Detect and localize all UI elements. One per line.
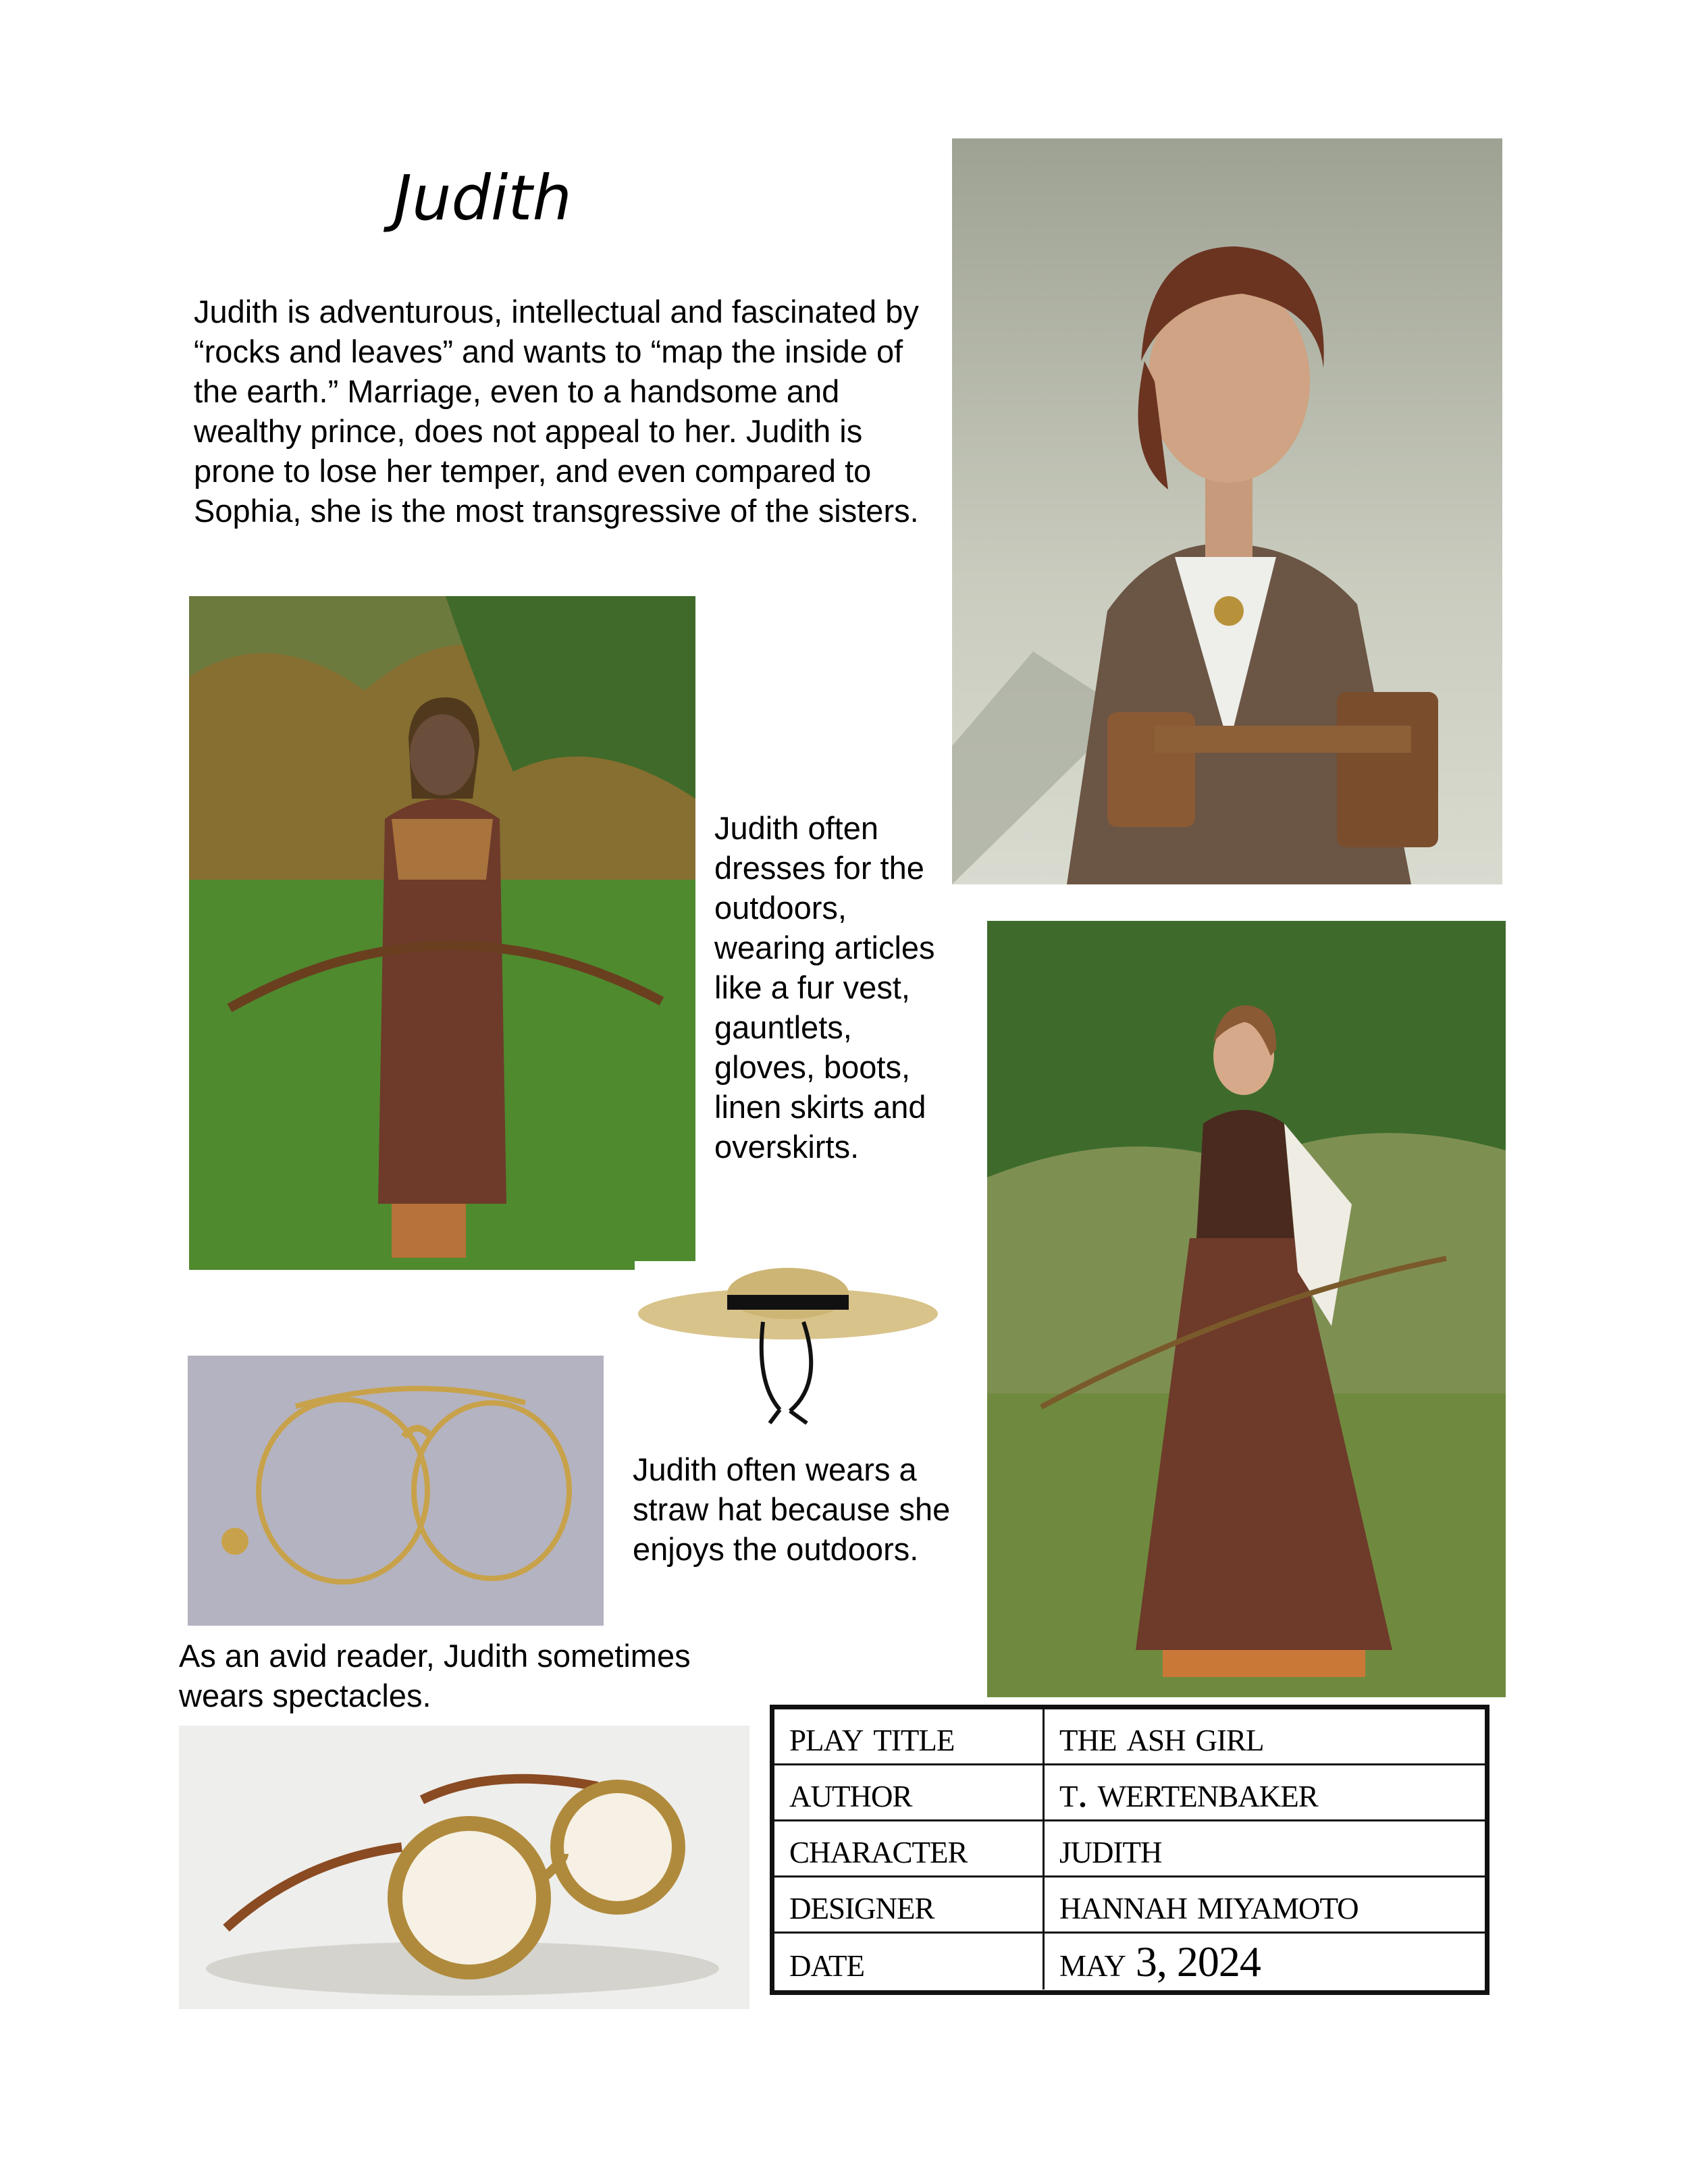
round-spectacles-image	[179, 1726, 749, 2009]
table-row	[774, 1821, 1485, 1877]
table-row	[774, 1934, 1485, 1990]
character-label: character	[774, 1821, 1045, 1875]
table-row	[774, 1709, 1485, 1765]
date-value: may 3, 2024	[1059, 1937, 1261, 1986]
table-row	[774, 1765, 1485, 1821]
author-value: t. wertenbaker	[1059, 1768, 1318, 1816]
designer-value: hannah miyamoto	[1059, 1880, 1359, 1928]
outdoor-archer-photo	[189, 596, 695, 1270]
spectacles-caption: As an avid reader, Judith sometimes wears spectacles.	[179, 1638, 691, 1713]
play-title-value: the ash girl	[1059, 1712, 1264, 1760]
date-label: date	[774, 1934, 1045, 1990]
author-label: author	[774, 1765, 1045, 1819]
character-value: judith	[1059, 1824, 1162, 1872]
pince-nez-image	[188, 1356, 604, 1626]
outdoor-clothing-caption: Judith often dresses for the outdoors, wearing articles like a fur vest, gauntlets, gloves, boots, linen skirts and overskirts.	[714, 810, 935, 1165]
designer-label: designer	[774, 1877, 1045, 1932]
page-title: Judith	[394, 162, 572, 234]
field-costume-photo	[987, 921, 1506, 1697]
play-title-label: play title	[774, 1709, 1045, 1763]
character-illustration-image	[952, 138, 1502, 884]
straw-hat-image	[635, 1261, 942, 1430]
production-info-table	[770, 1705, 1489, 1995]
straw-hat-caption: Judith often wears a straw hat because she enjoys the outdoors.	[633, 1451, 951, 1567]
character-description: Judith is adventurous, intellectual and fascinated by “rocks and leaves” and wants to “map the inside of the earth.” Marriage, even to a handsome and wealthy prince, does not appeal to her. Judith is prone to lose her temper, and even compared to Sophia, she is the most transgressive of the sisters.	[194, 294, 919, 529]
table-row	[774, 1877, 1485, 1934]
